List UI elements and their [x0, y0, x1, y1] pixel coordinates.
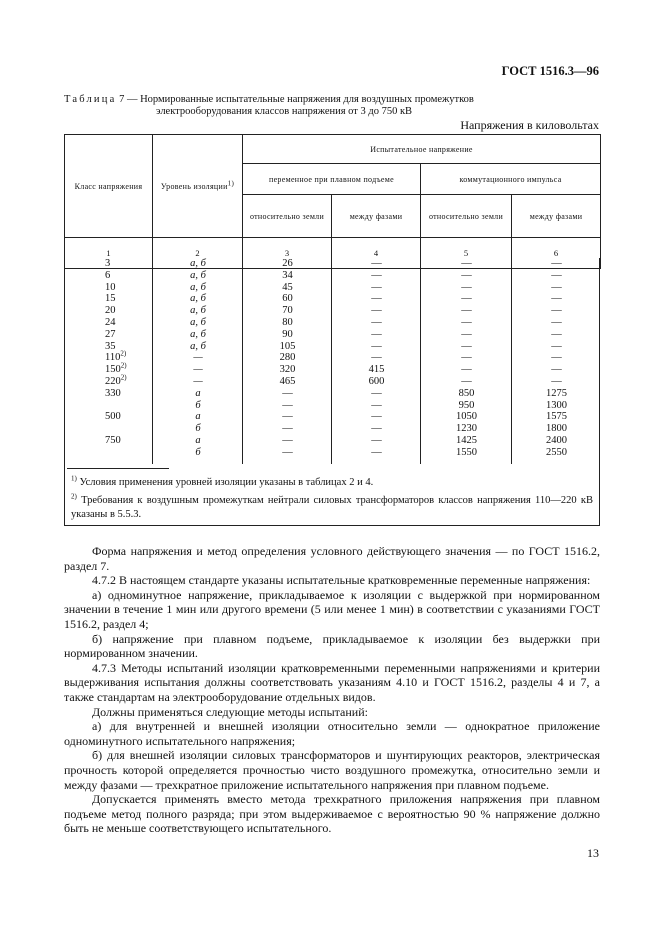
col-number: 1: [65, 238, 153, 269]
table-cell: а, б: [190, 281, 206, 293]
table-cell: —: [371, 387, 382, 399]
column-ac-earth: [243, 258, 332, 459]
table-cell: 850: [458, 387, 475, 399]
footnote-ref: 2): [120, 373, 127, 382]
table-cell: 1275: [546, 387, 567, 399]
col-number: 6: [512, 238, 601, 269]
paragraph: б) напряжение при плавном подъеме, прикладываемое к изоляции без выдержки при нормированном значении.: [64, 631, 600, 661]
column-voltage-class: [65, 258, 153, 459]
footnote-2-text: Требования к воздушным промежуткам нейтрали силовых трансформаторов классов напряжения 110—220 кВ указаны в 5.5.3.: [71, 495, 593, 520]
document-number: ГОСТ 1516.3—96: [501, 64, 599, 78]
footnote-ref: 2): [120, 361, 127, 370]
table-cell: —: [371, 328, 382, 340]
table-cell: 1050: [456, 411, 477, 423]
table-cell: —: [551, 293, 562, 305]
table-cell: 34: [282, 269, 293, 281]
table-cell: —: [282, 446, 293, 458]
table-cell: 1425: [456, 434, 477, 446]
table-cell: 320: [279, 364, 296, 376]
table-cell: 2550: [546, 446, 567, 458]
table-cell: 2400: [546, 434, 567, 446]
table-cell: а: [195, 434, 201, 446]
table-cell: 1300: [546, 399, 567, 411]
page-number: 13: [587, 846, 599, 860]
column-ac-phases: [332, 258, 421, 459]
table-caption-line2: электрооборудования классов напряжения от 3 до 750 кВ: [156, 106, 413, 117]
table-units: Напряжения в киловольтах: [460, 118, 599, 132]
table-cell: —: [371, 352, 382, 364]
table-cell: 150$^{2)}$: [105, 361, 127, 376]
table-cell: а, б: [190, 258, 206, 269]
header-class: Класс напряжения: [65, 135, 153, 238]
table-cell: 1230: [456, 423, 477, 435]
table-cell: —: [371, 293, 382, 305]
table-cell: —: [551, 340, 562, 352]
table-cell: 280: [279, 352, 296, 364]
table-cell: 415: [368, 364, 385, 376]
col-number: 4: [332, 238, 421, 269]
table-cell: 10: [105, 281, 116, 293]
paragraph: 4.7.2 В настоящем стандарте указаны испытательные кратковременные переменные напряжения:: [92, 573, 591, 588]
table-cell: 70: [282, 305, 293, 317]
table-cell: 26: [282, 258, 293, 269]
table-cell: а: [195, 387, 201, 399]
table-cell: 950: [458, 399, 475, 411]
table-cell: 60: [282, 293, 293, 305]
table-cell: 1800: [546, 423, 567, 435]
header-switching: коммутационного импульса: [421, 164, 601, 195]
table-caption: [64, 94, 604, 118]
header-level-note: 1): [227, 178, 235, 187]
paragraph: Форма напряжения и метод определения условного действующего значения — по ГОСТ 1516.2, раздел 7.: [64, 544, 600, 573]
body-text: [64, 544, 600, 836]
table-cell: —: [282, 423, 293, 435]
table-cell: а, б: [190, 305, 206, 317]
table-cell: —: [282, 387, 293, 399]
column-switching-earth: [421, 258, 512, 459]
footnote-2-mark: 2): [71, 492, 77, 501]
table-cell: 105: [279, 340, 296, 352]
table-cell: —: [193, 375, 203, 387]
footnote-separator: [67, 468, 169, 469]
table-cell: —: [193, 364, 203, 376]
table-cell: б: [195, 423, 201, 435]
table-cell: 24: [105, 316, 116, 328]
table-cell: —: [551, 328, 562, 340]
paragraph: а) для внутренней и внешней изоляции относительно земли — однократное приложение одноминутного испытательного напряжения;: [64, 719, 600, 748]
table-cell: 600: [368, 375, 385, 387]
column-switching-phases: [512, 258, 601, 459]
table-cell: [65, 400, 153, 412]
table-footnotes: [64, 464, 600, 526]
table-cell: —: [551, 281, 562, 293]
table-cell: 35: [105, 340, 116, 352]
col-number: 3: [243, 238, 332, 269]
table-cell: —: [371, 423, 382, 435]
table-cell: —: [461, 305, 472, 317]
header-ac: переменное при плавном подъеме: [243, 164, 421, 195]
table-caption-text: 7 — Нормированные испытательные напряжения для воздушных промежутков: [116, 94, 474, 105]
table-cell: —: [371, 411, 382, 423]
table-cell: а, б: [190, 269, 206, 281]
table-cell: —: [461, 364, 472, 376]
col-number: 5: [421, 238, 512, 269]
table-cell: —: [461, 340, 472, 352]
table-cell: б: [195, 399, 201, 411]
table-cell: —: [551, 258, 562, 269]
table-cell: —: [461, 375, 472, 387]
table-cell: 90: [282, 328, 293, 340]
table-cell: —: [371, 305, 382, 317]
table-cell: —: [371, 340, 382, 352]
footnote-ref: 2): [120, 349, 127, 358]
table-cell: —: [461, 293, 472, 305]
table-cell: 45: [282, 281, 293, 293]
table-cell: —: [551, 352, 562, 364]
voltage-table-header: [64, 134, 601, 269]
table-cell: 3: [105, 258, 111, 269]
table-cell: —: [371, 446, 382, 458]
table-cell: —: [461, 328, 472, 340]
header-earth-ac: относительно земли: [243, 195, 332, 238]
table-cell: —: [193, 352, 203, 364]
table-cell: —: [551, 375, 562, 387]
table-cell: 220$^{2)}$: [105, 373, 127, 387]
footnote-1-text: Условия применения уровней изоляции указаны в таблицах 2 и 4.: [76, 477, 374, 488]
header-level: Уровень изоляции$^{1)}$: [153, 135, 243, 238]
table-cell: а: [195, 411, 201, 423]
table-cell: а, б: [190, 328, 206, 340]
header-phases-ac: между фазами: [332, 195, 421, 238]
footnote-1-mark: 1): [71, 474, 77, 483]
table-cell: —: [461, 316, 472, 328]
table-cell: 1550: [456, 446, 477, 458]
table-cell: 15: [105, 293, 116, 305]
table-cell: 465: [279, 375, 296, 387]
table-cell: —: [551, 305, 562, 317]
voltage-table-body: [64, 258, 600, 464]
header-phases-sw: между фазами: [512, 195, 601, 238]
table-cell: 20: [105, 305, 116, 317]
table-cell: —: [371, 281, 382, 293]
table-cell: 330: [105, 387, 121, 399]
table-cell: а, б: [190, 340, 206, 352]
table-cell: 500: [105, 411, 121, 423]
table-cell: —: [551, 316, 562, 328]
table-cell: —: [461, 281, 472, 293]
table-cell: —: [461, 258, 472, 269]
table-cell: [65, 447, 153, 459]
paragraph: 4.7.3 Методы испытаний изоляции кратковременными переменными напряжениями и критерии выдерживания испытания должны соответствовать указаниям 4.10 и ГОСТ 1516.2, разделы 4 и 7, а также стандартам на электрооборудование отдельных видов.: [64, 660, 600, 704]
table-cell: —: [371, 316, 382, 328]
table-cell: —: [282, 434, 293, 446]
table-cell: 6: [105, 269, 111, 281]
table-cell: [65, 423, 153, 435]
footnote-2: [71, 494, 593, 522]
table-cell: —: [461, 269, 472, 281]
table-label: Таблица: [64, 94, 117, 105]
table-cell: —: [551, 364, 562, 376]
table-cell: 750: [105, 434, 121, 446]
table-cell: 27: [105, 328, 116, 340]
paragraph: б) для внешней изоляции силовых трансформаторов и шунтирующих реакторов, электрическая прочность которой определяется прочностью чисто воздушного промежутка, относительно земли и между фазами — трехкратное приложение испытательного напряжения при плавном подъеме.: [64, 748, 600, 792]
table-cell: 80: [282, 316, 293, 328]
table-cell: 1575: [546, 411, 567, 423]
table-cell: —: [551, 269, 562, 281]
table-cell: а, б: [190, 316, 206, 328]
table-cell: —: [461, 352, 472, 364]
paragraph: Должны применяться следующие методы испытаний:: [92, 704, 368, 719]
table-cell: а, б: [190, 293, 206, 305]
table-cell: —: [282, 399, 293, 411]
table-cell: —: [371, 399, 382, 411]
header-earth-sw: относительно земли: [421, 195, 512, 238]
paragraph: а) одноминутное напряжение, прикладываемое к изоляции с выдержкой при нормированном значении в течение 1 мин или другого времени (5 или менее 1 мин) в соответствии с указаниями ГОСТ 1516.2, раздел 4;: [64, 587, 600, 631]
paragraph: Допускается применять вместо метода трехкратного приложения напряжения при плавном подъеме метод полного разряда; при этом выдерживаемое с вероятностью 90 % напряжение должно быть не меньше соответствующего испытательного.: [64, 792, 600, 836]
col-number: 2: [153, 238, 243, 269]
header-test-voltage: Испытательное напряжение: [243, 135, 601, 164]
table-cell: 110$^{2)}$: [105, 349, 127, 364]
table-cell: —: [282, 411, 293, 423]
table-cell: б: [195, 446, 201, 458]
table-cell: —: [371, 269, 382, 281]
table-cell: —: [371, 258, 382, 269]
table-cell: —: [371, 434, 382, 446]
column-insulation-level: [153, 258, 243, 459]
footnote-1: [71, 474, 374, 488]
